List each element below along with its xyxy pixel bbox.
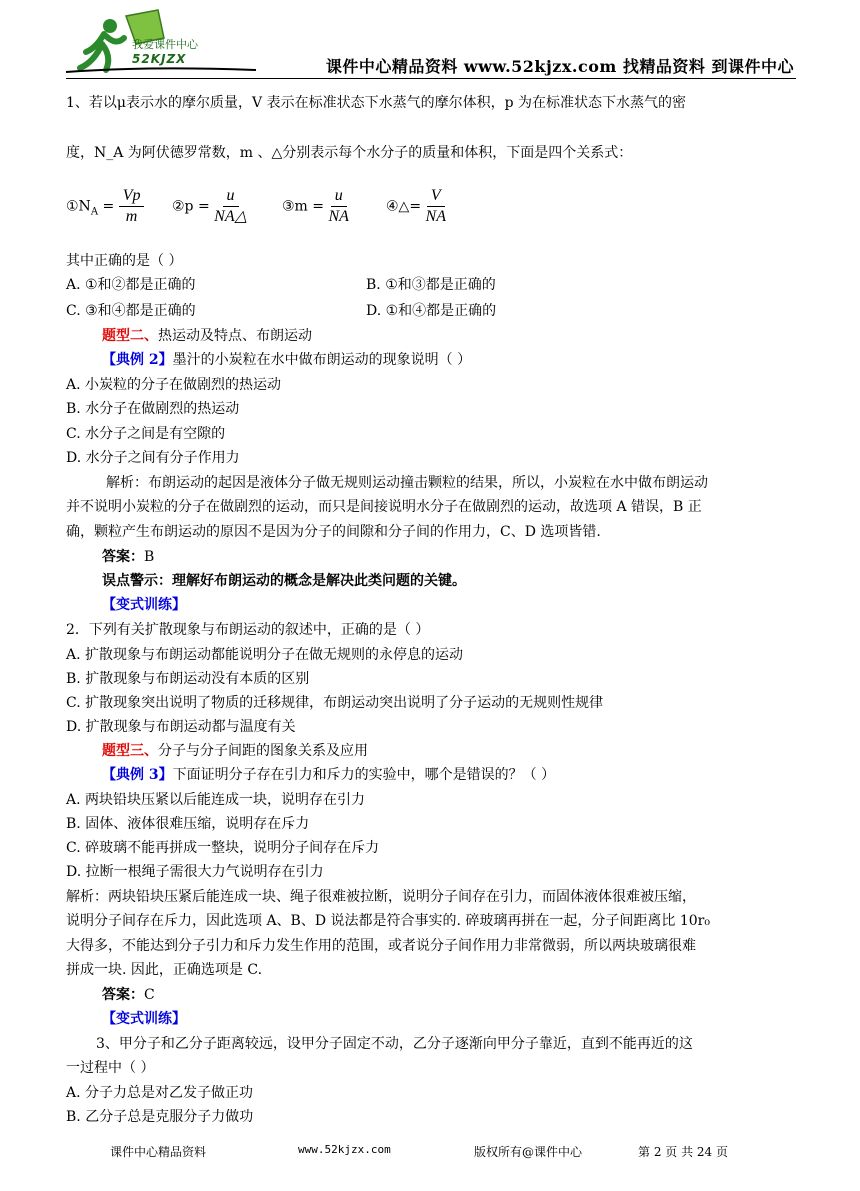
formula-4-den: NA xyxy=(425,208,446,225)
footer-url: www.52kjzx.com xyxy=(298,1143,391,1156)
q3-option-b: B. 乙分子总是克服分子力做功 xyxy=(66,1109,254,1125)
section2-title-text: 热运动及特点、布朗运动 xyxy=(158,328,312,344)
logo-text-bottom: 52KJZX xyxy=(132,52,187,66)
formula-3-den: NA xyxy=(328,208,349,225)
q1-line1: 1、若以μ表示水的摩尔质量，V 表示在标准状态下水蒸气的摩尔体积，p 为在标准状态下水蒸气的密 xyxy=(66,95,686,111)
example2-option-a: A. 小炭粒的分子在做剧烈的热运动 xyxy=(66,377,282,393)
example3-answer-label: 答案： xyxy=(102,987,144,1003)
formula-1-num: Vp xyxy=(119,186,145,207)
formula-1: $①N_A$ = $\frac{Vp}{m}$ xyxy=(66,186,144,227)
q1-option-d: D. ①和④都是正确的 xyxy=(366,303,497,319)
example3-answer-value: C xyxy=(144,987,155,1003)
formula-2 xyxy=(172,186,247,227)
formula-2-num: u xyxy=(223,186,239,207)
q1-option-a: A. ①和②都是正确的 xyxy=(66,277,196,293)
formula-4 xyxy=(386,186,446,227)
training-heading-2: 【变式训练】 xyxy=(102,1011,186,1027)
example3-explanation-1: 解析：两块铅块压紧后能连成一块、绳子很难被拉断，说明分子间存在引力，而固体液体很难被压缩， xyxy=(66,889,696,905)
header-divider xyxy=(66,78,796,79)
example2-explanation-3: 确，颗粒产生布朗运动的原因不是因为分子的间隙和分子间的作用力，C、D 选项皆错. xyxy=(66,524,601,540)
example3 xyxy=(102,764,555,784)
formula-4-lhs: ④△= xyxy=(386,198,422,215)
example2-option-d: D. 水分子之间有分子作用力 xyxy=(66,450,240,466)
q1-stem: 其中正确的是（ ） xyxy=(66,253,183,269)
example2-explanation-1: 解析：布朗运动的起因是液体分子做无规则运动撞击颗粒的结果，所以，小炭粒在水中做布朗运动 xyxy=(106,475,708,491)
q3-line1: 3、甲分子和乙分子距离较远，设甲分子固定不动，乙分子逐渐向甲分子靠近，直到不能再近的这 xyxy=(96,1036,693,1052)
example2-answer-label: 答案： xyxy=(102,549,144,565)
formula-1-lhs: ①N xyxy=(66,198,91,215)
example3-tag: 【典例 3】 xyxy=(102,767,173,783)
example3-option-d: D. 拉断一根绳子需很大力气说明存在引力 xyxy=(66,864,324,880)
page-header xyxy=(66,8,796,80)
formula-1-den: m xyxy=(125,208,138,225)
formula-2-den: NA△ xyxy=(214,208,247,225)
q3-option-a: A. 分子力总是对乙发子做正功 xyxy=(66,1085,254,1101)
logo-text-top: 我爱课件中心 xyxy=(132,38,198,51)
q2-option-d: D. 扩散现象与布朗运动都与温度有关 xyxy=(66,719,296,735)
example2-explanation-2: 并不说明小炭粒的分子在做剧烈的运动，而只是间接说明水分子在做剧烈的运动，故选项 A 错误，B 正 xyxy=(66,499,702,515)
example3-explanation-3: 大得多，不能达到分子引力和斥力发生作用的范围，或者说分子间作用力非常微弱，所以两块玻璃很难 xyxy=(66,938,696,954)
example3-option-c: C. 碎玻璃不能再拼成一整块，说明分子间存在斥力 xyxy=(66,840,380,856)
section3-title xyxy=(102,740,368,760)
formula-2-lhs: ②p = xyxy=(172,198,210,215)
footer-brand: 课件中心精品资料 xyxy=(110,1145,207,1159)
q2-option-b: B. 扩散现象与布朗运动没有本质的区别 xyxy=(66,671,310,687)
example2-option-c: C. 水分子之间是有空隙的 xyxy=(66,426,226,442)
q2-stem: 2．下列有关扩散现象与布朗运动的叙述中，正确的是（ ） xyxy=(66,622,430,638)
formula-3-lhs: ③m = xyxy=(282,198,325,215)
section2-title-tag: 题型二、 xyxy=(102,328,158,344)
example3-explanation-4: 拼成一块. 因此，正确选项是 C. xyxy=(66,962,263,978)
q2-option-a: A. 扩散现象与布朗运动都能说明分子在做无规则的永停息的运动 xyxy=(66,647,464,663)
example2-text: 墨汁的小炭粒在水中做布朗运动的现象说明（ ） xyxy=(172,352,472,368)
formula-4-num: V xyxy=(427,186,445,207)
example2-option-b: B. 水分子在做剧烈的热运动 xyxy=(66,401,240,417)
formula-3 xyxy=(282,186,349,227)
example2 xyxy=(102,349,471,369)
q3-line2: 一过程中（ ） xyxy=(66,1060,155,1076)
formula-3-num: u xyxy=(331,186,347,207)
example2-tag: 【典例 2】 xyxy=(102,352,173,368)
header-title: 课件中心精品资料 www.52kjzx.com 找精品资料 到课件中心 xyxy=(325,57,794,76)
example3-option-a: A. 两块铅块压紧以后能连成一块，说明存在引力 xyxy=(66,792,366,808)
example3-option-b: B. 固体、液体很难压缩，说明存在斥力 xyxy=(66,816,310,832)
example2-warning: 误点警示：理解好布朗运动的概念是解决此类问题的关键。 xyxy=(102,573,466,589)
example2-answer xyxy=(102,546,154,566)
example2-answer-value: B xyxy=(144,549,155,565)
section2-title xyxy=(102,325,312,345)
q1-option-c: C. ③和④都是正确的 xyxy=(66,303,196,319)
footer-copyright: 版权所有@课件中心 xyxy=(474,1145,583,1159)
section3-title-tag: 题型三、 xyxy=(102,743,158,759)
q1-option-b: B. ①和③都是正确的 xyxy=(366,277,496,293)
q1-line2: 度，N_A 为阿伏德罗常数，m 、△分别表示每个水分子的质量和体积，下面是四个关系式： xyxy=(66,145,633,161)
example3-answer xyxy=(102,984,155,1004)
q2-option-c: C. 扩散现象突出说明了物质的迁移规律，布朗运动突出说明了分子运动的无规则性规律 xyxy=(66,695,604,711)
example3-explanation-2: 说明分子间存在斥力，因此选项 A、B、D 说法都是符合事实的. 碎玻璃再拼在一起，分子间距离比 10r₀ xyxy=(66,913,710,929)
example3-text: 下面证明分子存在引力和斥力的实验中，哪个是错误的？（ ） xyxy=(172,767,556,783)
section3-title-text: 分子与分子间距的图象关系及应用 xyxy=(158,743,368,759)
training-heading-1: 【变式训练】 xyxy=(102,597,186,613)
footer-page-number: 第 2 页 共 24 页 xyxy=(638,1145,728,1159)
